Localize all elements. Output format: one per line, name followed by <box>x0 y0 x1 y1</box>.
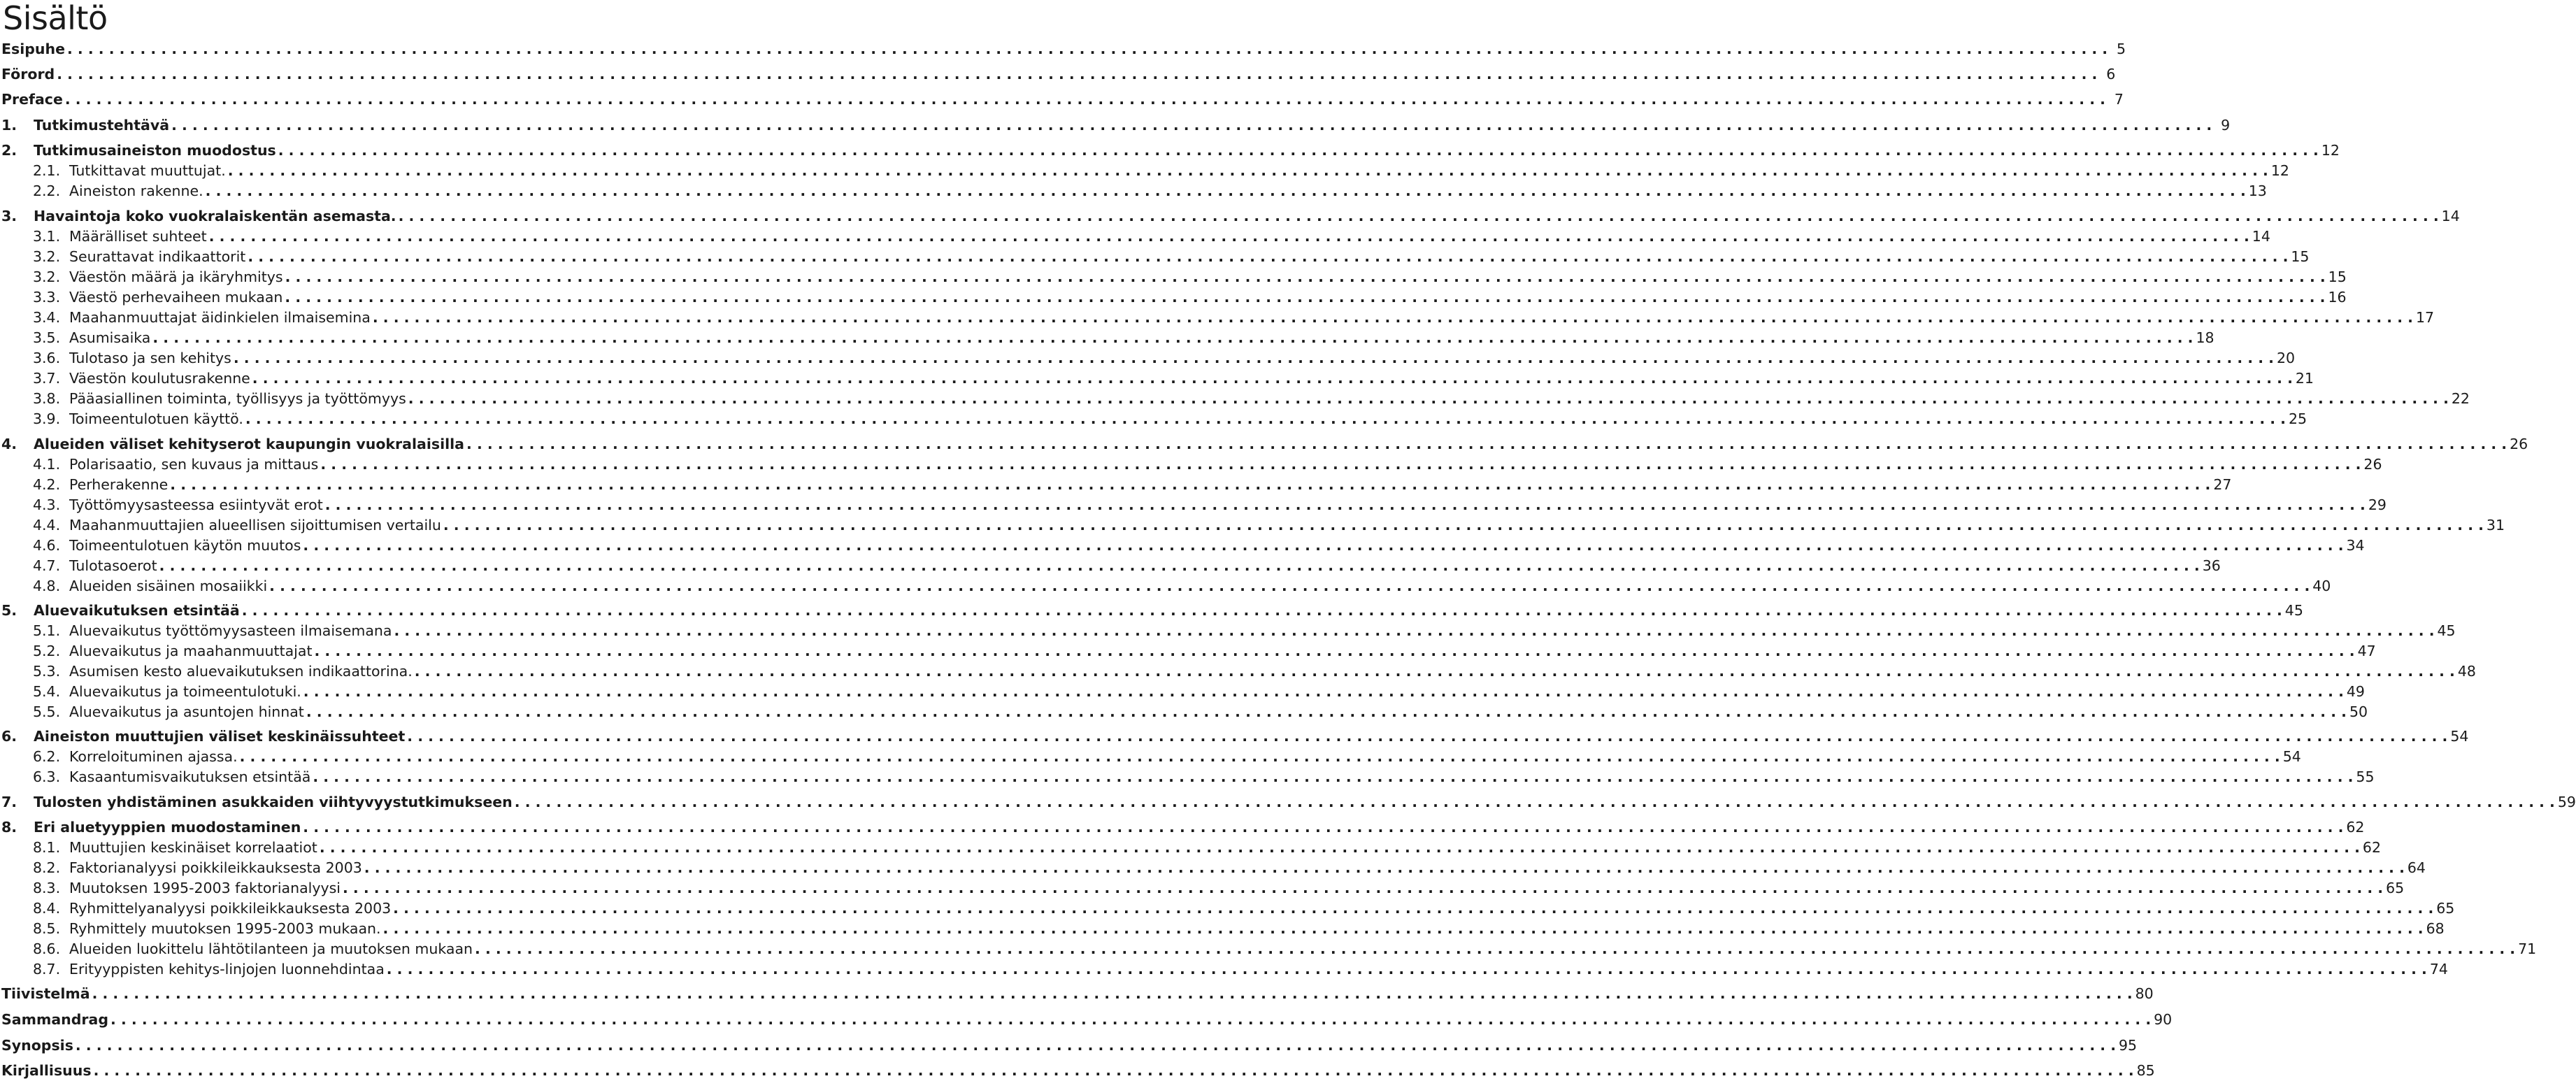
toc-entry-label: Toimeentulotuen käyttö. <box>69 410 243 427</box>
toc-entry-number: 4.3. <box>33 496 61 513</box>
toc-entry-page: 54 <box>2450 728 2469 745</box>
dot-leader <box>171 116 2212 134</box>
toc-entry-page: 45 <box>2437 622 2456 639</box>
toc-entry[interactable] <box>0 268 2347 286</box>
toc-entry-page: 17 <box>2415 309 2435 326</box>
toc-entry[interactable] <box>0 141 2340 159</box>
toc-entry-label: Alueiden väliset kehityserot kaupungin vuokralaisilla <box>34 436 465 452</box>
toc-entry-number: 6.3. <box>33 768 61 785</box>
page-title: Sisältö <box>3 0 108 37</box>
toc-entry[interactable] <box>0 90 2124 108</box>
toc-entry-page: 50 <box>2349 703 2368 720</box>
toc-entry[interactable] <box>0 455 2382 473</box>
toc-entry-number: 8.7. <box>33 961 61 978</box>
toc-entry-number: 3.4. <box>33 309 61 326</box>
toc-entry[interactable] <box>0 622 2456 640</box>
toc-entry[interactable] <box>0 1061 2155 1080</box>
toc-entry[interactable] <box>0 642 2376 660</box>
toc-entry-number: 8.2. <box>33 859 61 876</box>
toc-entry[interactable] <box>0 985 2154 1003</box>
dot-leader <box>314 642 2354 660</box>
toc-entry[interactable] <box>0 116 2231 134</box>
toc-entry-label: Määrälliset suhteet <box>69 228 207 245</box>
toc-entry-label: Muutoksen 1995-2003 faktorianalyysi <box>69 880 341 896</box>
dot-leader <box>399 207 2439 225</box>
dot-leader <box>170 475 2210 494</box>
toc-entry[interactable] <box>0 747 2301 766</box>
toc-entry-page: 26 <box>2510 436 2528 452</box>
toc-entry-label: Väestö perhevaiheen mukaan <box>69 289 283 306</box>
toc-entry-page: 26 <box>2363 456 2382 473</box>
dot-leader <box>320 838 2360 857</box>
toc-entry-number: 8. <box>1 819 17 836</box>
toc-entry-label: Aluevaikutus ja toimeentulotuki. <box>69 683 301 700</box>
toc-entry-number: 2. <box>1 142 17 159</box>
toc-entry-label: Alueiden luokittelu lähtötilanteen ja muutoksen mukaan <box>69 940 473 957</box>
toc-entry-page: 13 <box>2248 182 2267 199</box>
toc-entry-label: Eri aluetyyppien muodostaminen <box>34 819 301 836</box>
toc-entry-label: Tutkimustehtävä <box>34 117 170 134</box>
toc-entry[interactable] <box>0 475 2232 494</box>
toc-entry[interactable] <box>0 536 2365 554</box>
toc-entry[interactable] <box>0 288 2347 306</box>
toc-entry[interactable] <box>0 1010 2173 1029</box>
toc-entry-label: Toimeentulotuen käytön muutos <box>69 537 301 554</box>
dot-leader <box>245 410 2286 428</box>
toc-entry[interactable] <box>0 727 2469 745</box>
toc-entry[interactable] <box>0 389 2470 408</box>
toc-entry-page: 12 <box>2270 162 2289 179</box>
dot-leader <box>278 141 2319 159</box>
toc-entry-number: 3.2. <box>33 269 61 285</box>
dot-leader <box>443 516 2484 534</box>
toc-entry-page: 16 <box>2328 289 2347 306</box>
toc-entry-number: 5.5. <box>33 703 61 720</box>
toc-entry-number: 5. <box>1 602 17 619</box>
toc-entry-page: 34 <box>2346 537 2365 554</box>
toc-entry-number: 4.8. <box>33 578 61 594</box>
toc-entry-page: 12 <box>2321 142 2340 159</box>
toc-entry-number: 3.3. <box>33 289 61 306</box>
toc-entry-number: 8.5. <box>33 920 61 937</box>
toc-entry-number: 1. <box>1 117 17 134</box>
toc-entry[interactable] <box>0 899 2455 917</box>
dot-leader <box>269 577 2310 595</box>
dot-leader <box>320 455 2361 473</box>
toc-entry[interactable] <box>0 1036 2138 1054</box>
dot-leader <box>364 859 2405 877</box>
toc-entry[interactable] <box>0 410 2307 428</box>
toc-entry-label: Tutkimusaineiston muodostus <box>34 142 276 159</box>
toc-entry[interactable] <box>0 577 2331 595</box>
toc-entry-page: 49 <box>2346 683 2365 700</box>
dot-leader <box>303 536 2343 554</box>
toc-entry[interactable] <box>0 248 2310 266</box>
toc-entry-number: 3.6. <box>33 350 61 366</box>
toc-entry-number: 8.1. <box>33 839 61 856</box>
toc-entry[interactable] <box>0 768 2375 786</box>
toc-entry-page: 6 <box>2106 66 2116 83</box>
toc-entry-page: 85 <box>2136 1062 2155 1079</box>
toc-entry-page: 18 <box>2196 329 2214 346</box>
toc-entry-page: 9 <box>2221 117 2231 134</box>
toc-entry[interactable] <box>0 662 2476 680</box>
toc-entry-number: 8.6. <box>33 940 61 957</box>
toc-entry-page: 65 <box>2436 900 2455 917</box>
dot-leader <box>285 288 2325 306</box>
toc-entry-page: 20 <box>2276 350 2296 366</box>
dot-leader <box>159 557 2200 575</box>
toc-entry-label: Preface <box>1 91 63 108</box>
toc-entry-page: 47 <box>2357 643 2376 659</box>
dot-leader <box>303 682 2344 701</box>
toc-entry-page: 21 <box>2295 370 2314 387</box>
toc-entry[interactable] <box>0 349 2296 367</box>
toc-entry-page: 22 <box>2451 390 2470 407</box>
toc-entry-label: Seurattavat indikaattorit <box>69 248 246 265</box>
dot-leader <box>303 818 2343 836</box>
toc-entry-page: 74 <box>2429 961 2448 978</box>
toc-entry-page: 54 <box>2282 748 2301 765</box>
toc-entry-label: Aluevaikutus työttömyysasteen ilmaisemana <box>69 622 392 639</box>
toc-entry-label: Kasaantumisvaikutuksen etsintää <box>69 768 311 785</box>
toc-entry-number: 5.3. <box>33 663 61 680</box>
toc-entry-page: 62 <box>2362 839 2381 856</box>
toc-entry-label: Asumisaika <box>69 329 151 346</box>
dot-leader <box>408 389 2449 408</box>
toc-entry-page: 55 <box>2356 768 2375 785</box>
toc-entry-number: 7. <box>1 794 17 810</box>
toc-entry[interactable] <box>0 601 2303 620</box>
toc-entry[interactable] <box>0 369 2314 387</box>
toc-entry[interactable] <box>0 227 2270 245</box>
toc-entry-label: Förord <box>1 66 55 83</box>
dot-leader <box>387 960 2427 978</box>
dot-leader <box>466 435 2507 453</box>
toc-entry-page: 68 <box>2426 920 2445 937</box>
toc-entry-label: Maahanmuuttajien alueellisen sijoittumisen vertailu <box>69 517 441 534</box>
dot-leader <box>306 703 2347 721</box>
toc-entry-label: Aineiston rakenne. <box>69 182 203 199</box>
toc-entry-page: 45 <box>2284 602 2303 619</box>
toc-entry-number: 4. <box>1 436 17 452</box>
toc-entry-label: Aluevaikutus ja asuntojen hinnat <box>69 703 304 720</box>
dot-leader <box>57 65 2097 83</box>
toc-entry-label: Väestön määrä ja ikäryhmitys <box>69 269 283 285</box>
toc-entry-page: 59 <box>2557 794 2576 810</box>
toc-entry[interactable] <box>0 557 2221 575</box>
toc-entry-page: 71 <box>2518 940 2537 957</box>
toc-entry[interactable] <box>0 793 2576 811</box>
toc-entry-label: Polarisaatio, sen kuvaus ja mittaus <box>69 456 319 473</box>
toc-entry-label: Tulotasoerot <box>69 557 157 574</box>
dot-leader <box>325 496 2366 514</box>
toc-entry-number: 3.5. <box>33 329 61 346</box>
toc-entry-page: 5 <box>2117 41 2126 57</box>
toc-entry-page: 40 <box>2312 578 2331 594</box>
toc-entry-label: Perherakenne <box>69 476 169 493</box>
dot-leader <box>234 349 2274 367</box>
dot-leader <box>92 985 2133 1003</box>
toc-entry-label: Tutkittavat muuttujat. <box>69 162 226 179</box>
dot-leader <box>252 369 2293 387</box>
toc-entry-number: 4.7. <box>33 557 61 574</box>
toc-entry-label: Tulosten yhdistäminen asukkaiden viihtyvyystutkimukseen <box>34 794 513 810</box>
toc-entry-label: Aluevaikutus ja maahanmuuttajat <box>69 643 313 659</box>
dot-leader <box>407 727 2447 745</box>
toc-entry-label: Synopsis <box>1 1037 73 1054</box>
toc-entry-number: 8.3. <box>33 880 61 896</box>
toc-entry-page: 15 <box>2328 269 2347 285</box>
toc-entry[interactable] <box>0 40 2126 58</box>
toc-entry-number: 2.1. <box>33 162 61 179</box>
toc-entry[interactable] <box>0 516 2505 534</box>
dot-leader <box>373 308 2413 327</box>
dot-leader <box>383 919 2424 938</box>
toc-entry-number: 4.2. <box>33 476 61 493</box>
toc-entry-label: Erityyppisten kehitys-linjojen luonnehdintaa <box>69 961 385 978</box>
toc-entry-number: 4.1. <box>33 456 61 473</box>
toc-entry-number: 5.4. <box>33 683 61 700</box>
toc-entry-number: 2.2. <box>33 182 61 199</box>
dot-leader <box>515 793 2555 811</box>
dot-leader <box>313 768 2353 786</box>
toc-entry-label: Esipuhe <box>1 41 65 57</box>
toc-entry-number: 3. <box>1 208 17 224</box>
toc-entry-page: 14 <box>2252 228 2270 245</box>
toc-entry-label: Muuttujien keskinäiset korrelaatiot <box>69 839 317 856</box>
toc-entry-number: 3.7. <box>33 370 61 387</box>
toc-entry-page: 65 <box>2386 880 2405 896</box>
toc-entry-page: 29 <box>2368 496 2387 513</box>
toc-entry[interactable] <box>0 919 2445 938</box>
toc-entry-page: 7 <box>2114 91 2124 108</box>
toc-entry-label: Aineiston muuttujien väliset keskinäissuhteet <box>34 728 406 745</box>
toc-entry-number: 3.9. <box>33 410 61 427</box>
dot-leader <box>65 90 2105 108</box>
toc-entry-page: 31 <box>2486 517 2505 534</box>
dot-leader <box>209 227 2249 245</box>
toc-entry[interactable] <box>0 435 2528 453</box>
toc-entry-number: 4.4. <box>33 517 61 534</box>
toc-entry-number: 3.8. <box>33 390 61 407</box>
toc-entry-page: 80 <box>2135 985 2154 1002</box>
toc-entry[interactable] <box>0 859 2426 877</box>
dot-leader <box>248 248 2288 266</box>
toc-entry[interactable] <box>0 960 2448 978</box>
toc-entry-number: 5.1. <box>33 622 61 639</box>
dot-leader <box>240 747 2280 766</box>
toc-entry[interactable] <box>0 182 2267 200</box>
toc-entry-page: 64 <box>2407 859 2426 876</box>
dot-leader <box>475 940 2515 958</box>
dot-leader <box>206 182 2246 200</box>
dot-leader <box>228 162 2268 180</box>
toc-entry-page: 62 <box>2346 819 2365 836</box>
toc-entry-label: Ryhmittely muutoksen 1995-2003 mukaan. <box>69 920 381 937</box>
dot-leader <box>343 879 2383 897</box>
dot-leader <box>152 329 2193 347</box>
toc-entry-label: Pääasiallinen toiminta, työllisyys ja työttömyys <box>69 390 406 407</box>
toc-entry[interactable] <box>0 207 2460 225</box>
toc-entry[interactable] <box>0 818 2365 836</box>
toc-entry[interactable] <box>0 308 2435 327</box>
toc-entry-page: 95 <box>2119 1037 2138 1054</box>
toc-entry-label: Alueiden sisäinen mosaiikki <box>69 578 268 594</box>
toc-entry-page: 25 <box>2288 410 2307 427</box>
toc-entry[interactable] <box>0 162 2289 180</box>
toc-entry[interactable] <box>0 682 2365 701</box>
toc-entry-page: 36 <box>2202 557 2221 574</box>
toc-entry-number: 4.6. <box>33 537 61 554</box>
toc-entry-label: Korreloituminen ajassa. <box>69 748 238 765</box>
toc-entry[interactable] <box>0 496 2387 514</box>
toc-entry[interactable] <box>0 879 2405 897</box>
toc-entry-number: 6.2. <box>33 748 61 765</box>
toc-entry-page: 48 <box>2457 663 2476 680</box>
toc-entry-label: Havaintoja koko vuokralaiskentän asemasta. <box>34 208 396 224</box>
toc-entry-page: 90 <box>2154 1011 2173 1028</box>
toc-entry-label: Faktorianalyysi poikkileikkauksesta 2003 <box>69 859 362 876</box>
toc-entry[interactable] <box>0 65 2116 83</box>
dot-leader <box>94 1061 2134 1080</box>
dot-leader <box>76 1036 2116 1054</box>
toc-entry-number: 3.2. <box>33 248 61 265</box>
toc-entry-page: 14 <box>2441 208 2460 224</box>
toc-entry-page: 15 <box>2291 248 2310 265</box>
toc-entry-label: Työttömyysasteessa esiintyvät erot <box>69 496 323 513</box>
toc-entry[interactable] <box>0 838 2381 857</box>
dot-leader <box>393 899 2433 917</box>
toc-entry-number: 5.2. <box>33 643 61 659</box>
dot-leader <box>415 662 2455 680</box>
toc-entry-number: 6. <box>1 728 17 745</box>
toc-entry-label: Väestön koulutusrakenne <box>69 370 250 387</box>
toc-entry-label: Maahanmuuttajat äidinkielen ilmaisemina <box>69 309 371 326</box>
toc-entry-label: Tiivistelmä <box>1 985 90 1002</box>
toc-entry-number: 8.4. <box>33 900 61 917</box>
toc-entry[interactable] <box>0 703 2368 721</box>
dot-leader <box>394 622 2434 640</box>
toc-entry-label: Asumisen kesto aluevaikutuksen indikaattorina. <box>69 663 413 680</box>
toc-entry-number: 3.1. <box>33 228 61 245</box>
toc-entry-label: Kirjallisuus <box>1 1062 92 1079</box>
dot-leader <box>285 268 2326 286</box>
toc-entry-label: Ryhmittelyanalyysi poikkileikkauksesta 2003 <box>69 900 392 917</box>
toc-entry[interactable] <box>0 329 2214 347</box>
dot-leader <box>242 601 2282 620</box>
dot-leader <box>67 40 2108 58</box>
toc-entry-label: Sammandrag <box>1 1011 109 1028</box>
dot-leader <box>110 1010 2151 1029</box>
toc-entry-page: 27 <box>2213 476 2232 493</box>
toc-entry-label: Tulotaso ja sen kehitys <box>69 350 231 366</box>
toc-entry-label: Aluevaikutuksen etsintää <box>34 602 240 619</box>
toc-entry[interactable] <box>0 940 2537 958</box>
